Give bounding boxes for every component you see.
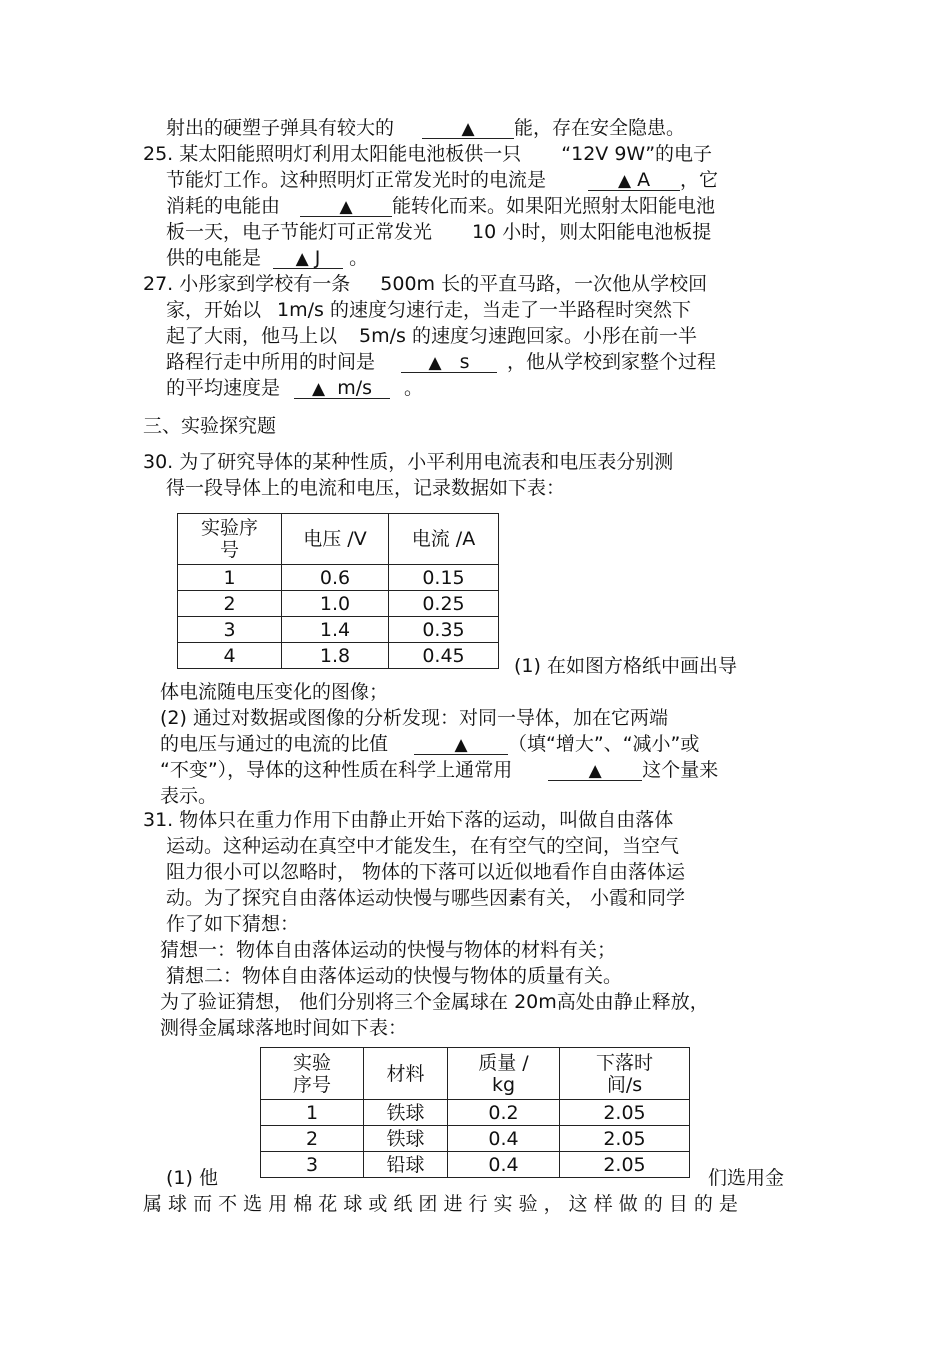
t30-row (178, 617, 499, 643)
q30-part2-b: 的电压与通过的电流的比值 ▲ （填“增大”、“减小”或 (160, 733, 700, 755)
t30-cell: 1.0 (282, 591, 389, 617)
q27-line-1: 27. 小彤家到学校有一条 500m 长的平直马路，一次他从学校回 (143, 273, 708, 295)
section-heading: 三、实验探究题 (143, 415, 277, 437)
q31-part1-a: (1) 他 (166, 1167, 218, 1189)
t30-cell: 1.8 (282, 643, 389, 669)
t31-cell: 2 (261, 1126, 364, 1152)
q31-line-4: 动。为了探究自由落体运动快慢与哪些因素有关， 小霞和同学 (166, 887, 686, 909)
q30-part1-b: 体电流随电压变化的图像； (160, 681, 389, 703)
q31-part1-c: 属 球 而 不 选 用 棉 花 球 或 纸 团 进 行 实 验 ， 这 样 做 的 目 的 是 (143, 1193, 738, 1215)
answer-blank[interactable]: ▲ J (273, 248, 343, 269)
t30-cell: 3 (178, 617, 282, 643)
t30-cell: 0.25 (389, 591, 499, 617)
answer-blank[interactable]: ▲ m/s (294, 378, 390, 399)
t30-cell: 0.45 (389, 643, 499, 669)
q25-line-4: 板一天，电子节能灯可正常发光 10 小时，则太阳能电池板提 (166, 221, 712, 243)
q30-part1-a: (1) 在如图方格纸中画出导 (514, 655, 737, 677)
q-prev-line: 射出的硬塑子弹具有较大的 ▲ 能，存在安全隐患。 (166, 117, 686, 139)
t30-row (178, 591, 499, 617)
t30-row (178, 565, 499, 591)
t31-header-cell: 材料 (364, 1048, 448, 1100)
q31-line-3: 阻力很小可以忽略时， 物体的下落可以近似地看作自由落体运 (166, 861, 686, 883)
q25-line-1: 25. 某太阳能照明灯利用太阳能电池板供一只 “12V 9W”的电子 (143, 143, 713, 165)
t30-cell: 0.35 (389, 617, 499, 643)
t31-cell: 3 (261, 1152, 364, 1178)
t30-header-row (178, 514, 499, 565)
data-table-voltage-current (177, 513, 499, 669)
t30-cell: 1 (178, 565, 282, 591)
q31-line-7: 测得金属球落地时间如下表： (160, 1017, 408, 1039)
q30-part2-c: “不变”），导体的这种性质在科学上通常用 ▲ 这个量来 (160, 759, 719, 781)
data-table-falling-balls (260, 1047, 690, 1178)
t31-cell: 0.2 (448, 1100, 560, 1126)
t31-cell: 铁球 (364, 1126, 448, 1152)
q31-line-5: 作了如下猜想： (166, 913, 300, 935)
t30-header-cell: 电压 /V (282, 514, 389, 565)
t30-header-cell: 实验序 号 (178, 514, 282, 565)
q31-guess-1: 猜想一：物体自由落体运动的快慢与物体的材料有关； (160, 939, 617, 961)
answer-blank[interactable]: ▲ (548, 760, 642, 781)
q30-line-1: 30. 为了研究导体的某种性质，小平利用电流表和电压表分别测 (143, 451, 674, 473)
t31-cell: 铁球 (364, 1100, 448, 1126)
t31-header-row (261, 1048, 690, 1100)
q30-part2-a: (2) 通过对数据或图像的分析发现：对同一导体，加在它两端 (160, 707, 668, 729)
answer-blank[interactable]: ▲ (422, 118, 514, 139)
t31-row (261, 1126, 690, 1152)
answer-blank[interactable]: ▲ s (401, 352, 497, 373)
q31-part1-b: 们选用金 (708, 1167, 785, 1189)
answer-blank[interactable]: ▲ (300, 196, 392, 217)
q25-line-2: 节能灯工作。这种照明灯正常发光时的电流是 ▲ A ，它 (166, 169, 719, 191)
q27-line-3: 起了大雨，他马上以 5m/s 的速度匀速跑回家。小彤在前一半 (166, 325, 697, 347)
q27-line-2: 家，开始以 1m/s 的速度匀速行走，当走了一半路程时突然下 (166, 299, 691, 321)
t31-cell: 2.05 (560, 1152, 690, 1178)
q25-line-3: 消耗的电能由 ▲ 能转化而来。如果阳光照射太阳能电池 (166, 195, 716, 217)
t30-cell: 0.15 (389, 565, 499, 591)
t31-cell: 0.4 (448, 1126, 560, 1152)
q31-guess-2: 猜想二：物体自由落体运动的快慢与物体的质量有关。 (166, 965, 623, 987)
t31-header-cell: 下落时 间/s (560, 1048, 690, 1100)
q27-line-5: 的平均速度是 ▲ m/s 。 (166, 377, 424, 399)
q27-line-4: 路程行走中所用的时间是 ▲ s ，他从学校到家整个过程 (166, 351, 717, 373)
q30-line-2: 得一段导体上的电流和电压，记录数据如下表： (166, 477, 566, 499)
answer-blank[interactable]: ▲ A (588, 170, 680, 191)
t30-cell: 0.6 (282, 565, 389, 591)
t31-row (261, 1100, 690, 1126)
q30-part2-d: 表示。 (160, 785, 218, 807)
t31-header-cell: 实验 序号 (261, 1048, 364, 1100)
t31-cell: 0.4 (448, 1152, 560, 1178)
q31-line-2: 运动。这种运动在真空中才能发生，在有空气的空间，当空气 (166, 835, 680, 857)
q25-line-5: 供的电能是 ▲ J 。 (166, 247, 369, 269)
t30-cell: 1.4 (282, 617, 389, 643)
q31-line-6: 为了验证猜想， 他们分别将三个金属球在 20m高处由静止释放， (160, 991, 709, 1013)
t31-cell: 1 (261, 1100, 364, 1126)
t30-row (178, 643, 499, 669)
t31-row (261, 1152, 690, 1178)
t31-cell: 2.05 (560, 1100, 690, 1126)
t30-cell: 2 (178, 591, 282, 617)
t30-cell: 4 (178, 643, 282, 669)
t30-header-cell: 电流 /A (389, 514, 499, 565)
t31-cell: 2.05 (560, 1126, 690, 1152)
q31-line-1: 31. 物体只在重力作用下由静止开始下落的运动，叫做自由落体 (143, 809, 674, 831)
t31-header-cell: 质量 / kg (448, 1048, 560, 1100)
t31-cell: 铅球 (364, 1152, 448, 1178)
answer-blank[interactable]: ▲ (414, 734, 508, 755)
